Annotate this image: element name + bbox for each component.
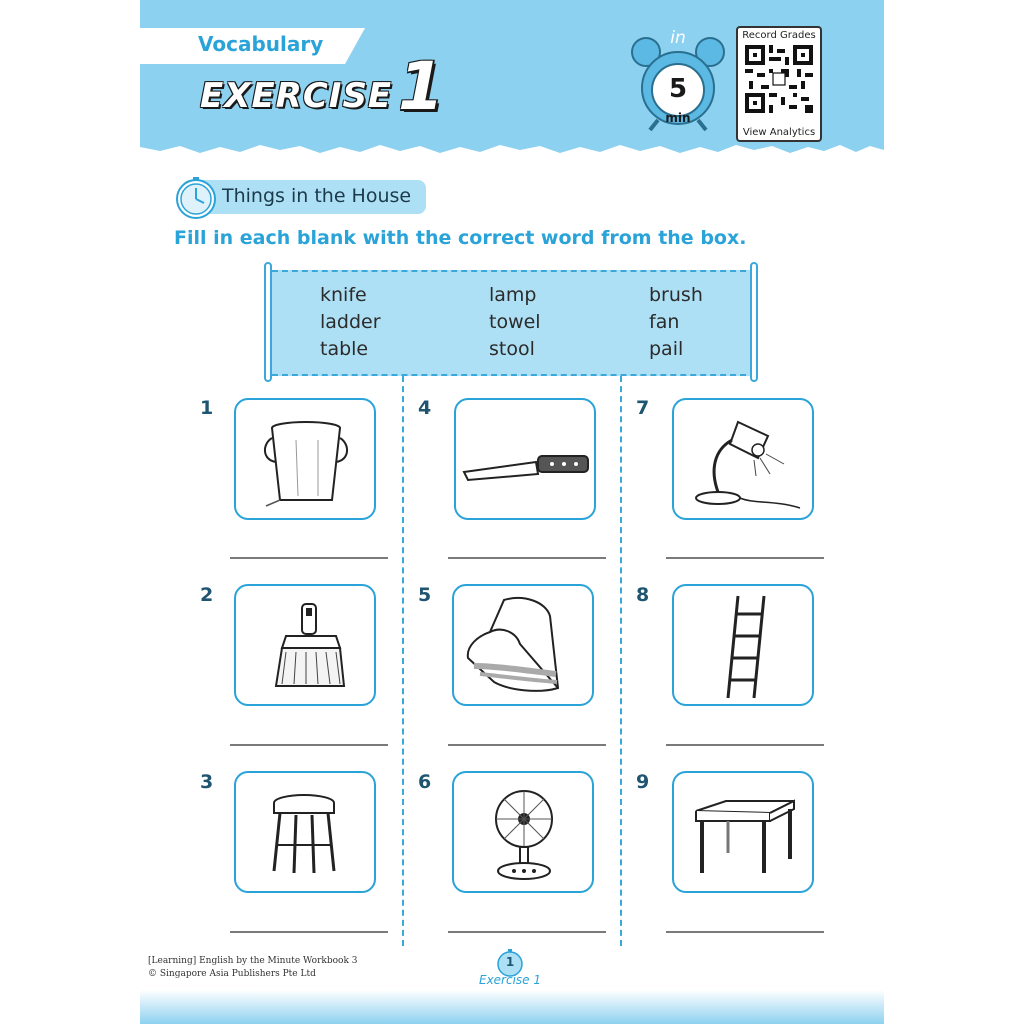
scroll-rod-right	[750, 262, 758, 382]
answer-line[interactable]	[230, 557, 388, 559]
exercise-number: 1	[398, 48, 444, 125]
table-icon	[674, 773, 812, 891]
vocabulary-label: Vocabulary	[198, 32, 324, 56]
word-option: brush	[649, 284, 703, 306]
timer-clock-icon	[628, 24, 728, 134]
answer-line[interactable]	[666, 931, 824, 933]
word-option: ladder	[320, 311, 381, 333]
question-number: 9	[636, 771, 650, 793]
footer-copyright: © Singapore Asia Publishers Pte Ltd	[148, 969, 316, 979]
brush-picture	[234, 584, 376, 706]
question-number: 3	[200, 771, 214, 793]
qr-bottom-label: View Analytics	[742, 127, 816, 138]
word-option: lamp	[489, 284, 537, 306]
column-divider	[620, 376, 622, 946]
scroll-rod-left	[264, 262, 272, 382]
table-picture	[672, 771, 814, 893]
question-number: 8	[636, 584, 650, 606]
ladder-picture	[672, 584, 814, 706]
instruction-text: Fill in each blank with the correct word from the box.	[174, 227, 747, 249]
knife-icon	[456, 400, 594, 518]
towel-icon	[454, 586, 592, 704]
answer-line[interactable]	[448, 557, 606, 559]
answer-line[interactable]	[230, 931, 388, 933]
answer-line[interactable]	[666, 557, 824, 559]
knife-picture	[454, 398, 596, 520]
qr-code-card[interactable]	[736, 26, 822, 142]
timer-top-text: in	[670, 28, 686, 48]
section-title: Things in the House	[222, 185, 412, 207]
towel-picture	[452, 584, 594, 706]
word-option: table	[320, 338, 369, 360]
qr-code-icon[interactable]	[745, 45, 813, 113]
answer-line[interactable]	[230, 744, 388, 746]
stool-icon	[236, 773, 374, 891]
question-number: 7	[636, 397, 650, 419]
exercise-word: EXERCISE	[200, 76, 393, 116]
column-divider	[402, 376, 404, 946]
word-option: stool	[489, 338, 535, 360]
question-number: 1	[200, 397, 214, 419]
word-option: knife	[320, 284, 367, 306]
fan-icon	[454, 773, 592, 891]
stopwatch-icon	[174, 176, 218, 220]
timer-value: 5	[668, 74, 688, 104]
lamp-icon	[674, 400, 812, 518]
word-option: pail	[649, 338, 684, 360]
fan-picture	[452, 771, 594, 893]
question-number: 6	[418, 771, 432, 793]
qr-top-label: Record Grades	[742, 30, 816, 41]
footer-book-title: [Learning] English by the Minute Workbook 3	[148, 956, 358, 966]
answer-line[interactable]	[448, 744, 606, 746]
ladder-icon	[674, 586, 812, 704]
brush-icon	[236, 586, 374, 704]
pail-icon	[236, 400, 374, 518]
question-number: 2	[200, 584, 214, 606]
timer-bottom-text: min	[665, 111, 691, 125]
stool-picture	[234, 771, 376, 893]
page-exercise-label: Exercise 1	[478, 973, 541, 987]
lamp-picture	[672, 398, 814, 520]
question-number: 5	[418, 584, 432, 606]
word-option: towel	[489, 311, 541, 333]
footer-band	[140, 990, 884, 1024]
page-number: 1	[505, 955, 515, 969]
word-option: fan	[649, 311, 680, 333]
answer-line[interactable]	[666, 744, 824, 746]
worksheet-page	[140, 0, 884, 1024]
pail-picture	[234, 398, 376, 520]
question-number: 4	[418, 397, 432, 419]
answer-line[interactable]	[448, 931, 606, 933]
